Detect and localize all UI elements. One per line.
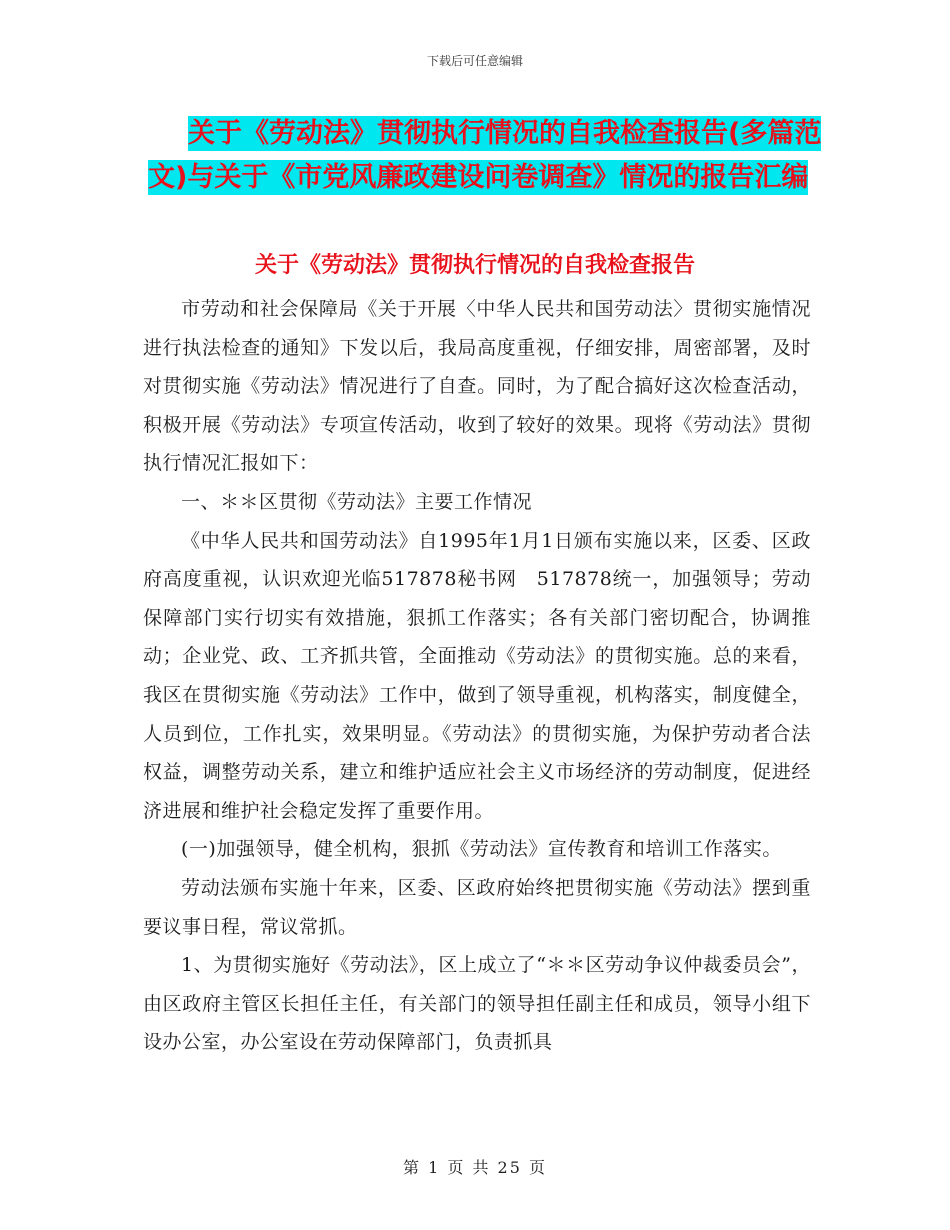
header-note: 下载后可任意编辑 (426, 54, 523, 68)
paragraph-heading-1: 一、＊＊区贯彻《劳动法》主要工作情况 (181, 490, 533, 513)
main-title-line-1: 关于《劳动法》贯彻执行情况的自我检查报告(多篇范 (188, 118, 822, 149)
paragraph-intro: 市劳动和社会保障局《关于开展〈中华人民共和国劳动法〉贯彻实施情况进行执法检查的通知》下发以后，我局高度重视，仔细安排，周密部署，及时对贯彻实施《劳动法》情况进行了自查。同时，为了配合搞好这次检查活动，积极开展《劳动法》专项宣传活动，收到了较好的效果。现将《劳动法》贯彻执行情况汇报如下： (143, 298, 811, 475)
paragraph-overview: 《中华人民共和国劳动法》自1995年1月1日颁布实施以来，区委、区政府高度重视，认识欢迎光临517878秘书网 517878统一，加强领导；劳动保障部门实行切实有效措施，狠抓工作落实；各有关部门密切配合，协调推动；企业党、政、工齐抓共管，全面推动《劳动法》的贯彻实施。总的来看，我区在贯彻实施《劳动法》工作中，做到了领导重视，机构落实，制度健全，人员到位，工作扎实，效果明显。《劳动法》的贯彻实施，为保护劳动者合法权益，调整劳动关系，建立和维护适应社会主义市场经济的劳动制度，促进经济进展和维护社会稳定发挥了重要作用。 (143, 529, 811, 822)
document-body (143, 290, 811, 1062)
paragraph-subheading-1: (一)加强领导，健全机构，狠抓《劳动法》宣传教育和培训工作落实。 (181, 838, 782, 861)
paragraph-item-1: 1、为贯彻实施好《劳动法》，区上成立了“＊＊区劳动争议仲裁委员会”，由区政府主管区长担任主任，有关部门的领导担任副主任和成员，领导小组下设办公室，办公室设在劳动保障部门，负责抓具 (143, 954, 811, 1054)
main-title-line-2: 文)与关于《市党风廉政建设问卷调查》情况的报告汇编 (148, 162, 809, 193)
document-main-title (148, 112, 828, 200)
page-number-footer: 第 1 页 共 25 页 (403, 1158, 547, 1177)
paragraph-leadership: 劳动法颁布实施十年来，区委、区政府始终把贯彻实施《劳动法》摆到重要议事日程，常议常抓。 (143, 876, 811, 938)
section-title: 关于《劳动法》贯彻执行情况的自我检查报告 (254, 253, 695, 278)
